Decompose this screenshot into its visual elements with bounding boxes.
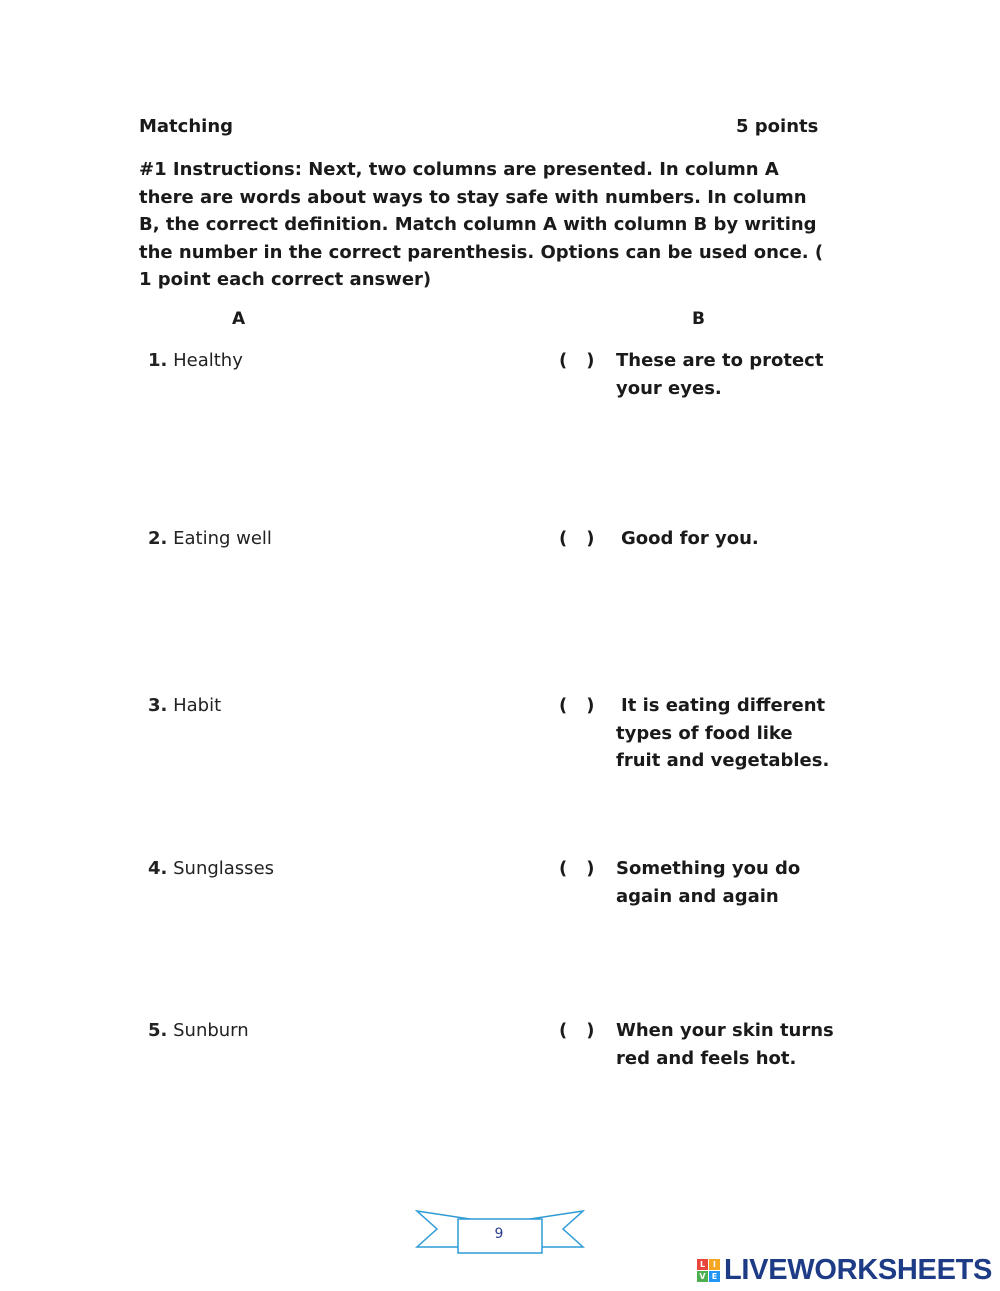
logo-block: L	[697, 1259, 708, 1270]
term-item	[148, 350, 243, 371]
logo-block: V	[697, 1271, 708, 1282]
term-item	[148, 695, 221, 716]
term-text: Habit	[173, 695, 222, 716]
definition-text: These are to protect your eyes.	[616, 350, 824, 399]
term-number: 2.	[148, 528, 168, 549]
paren-open: (	[559, 350, 568, 371]
answer-parenthesis[interactable]	[559, 695, 594, 716]
answer-parenthesis[interactable]	[559, 1020, 594, 1041]
paren-close: )	[586, 350, 595, 371]
column-b-heading: B	[692, 309, 705, 329]
term-text: Healthy	[173, 350, 243, 371]
paren-close: )	[586, 528, 595, 549]
answer-parenthesis[interactable]	[559, 528, 594, 549]
logo-block: I	[709, 1259, 720, 1270]
brand-text: LIVEWORKSHEETS	[724, 1253, 993, 1286]
section-title: Matching	[139, 116, 234, 137]
term-text: Sunburn	[173, 1020, 249, 1041]
term-number: 4.	[148, 858, 168, 879]
paren-close: )	[586, 858, 595, 879]
definition-text: Something you do again and again	[616, 858, 801, 907]
paren-open: (	[559, 695, 568, 716]
paren-open: (	[559, 858, 568, 879]
term-number: 5.	[148, 1020, 168, 1041]
term-number: 1.	[148, 350, 168, 371]
logo-block: E	[709, 1271, 720, 1282]
answer-parenthesis[interactable]	[559, 858, 594, 879]
paren-close: )	[586, 695, 595, 716]
instructions: #1 Instructions: Next, two columns are presented. In column A there are words about ways to stay safe with numbers. In column B, the correct definition. Match column A with column B by writing the number in the correct parenthesis. Options can be used once. ( 1 point each correct answer)	[139, 159, 824, 290]
paren-open: (	[559, 1020, 568, 1041]
definition-text: When your skin turns red and feels hot.	[616, 1020, 834, 1069]
logo-blocks-icon	[697, 1259, 720, 1282]
term-number: 3.	[148, 695, 168, 716]
definition-text: Good for you.	[621, 528, 759, 549]
definition-text: It is eating different types of food like fruit and vegetables.	[616, 695, 830, 771]
points-label: 5 points	[736, 116, 819, 137]
page-number: 9	[494, 1226, 504, 1242]
liveworksheets-logo[interactable]	[697, 1252, 992, 1288]
term-item	[148, 1020, 249, 1041]
term-item	[148, 858, 274, 879]
term-text: Sunglasses	[173, 858, 275, 879]
term-text: Eating well	[173, 528, 272, 549]
paren-open: (	[559, 528, 568, 549]
term-item	[148, 528, 272, 549]
paren-close: )	[586, 1020, 595, 1041]
column-a-heading: A	[232, 309, 246, 329]
answer-parenthesis[interactable]	[559, 350, 594, 371]
